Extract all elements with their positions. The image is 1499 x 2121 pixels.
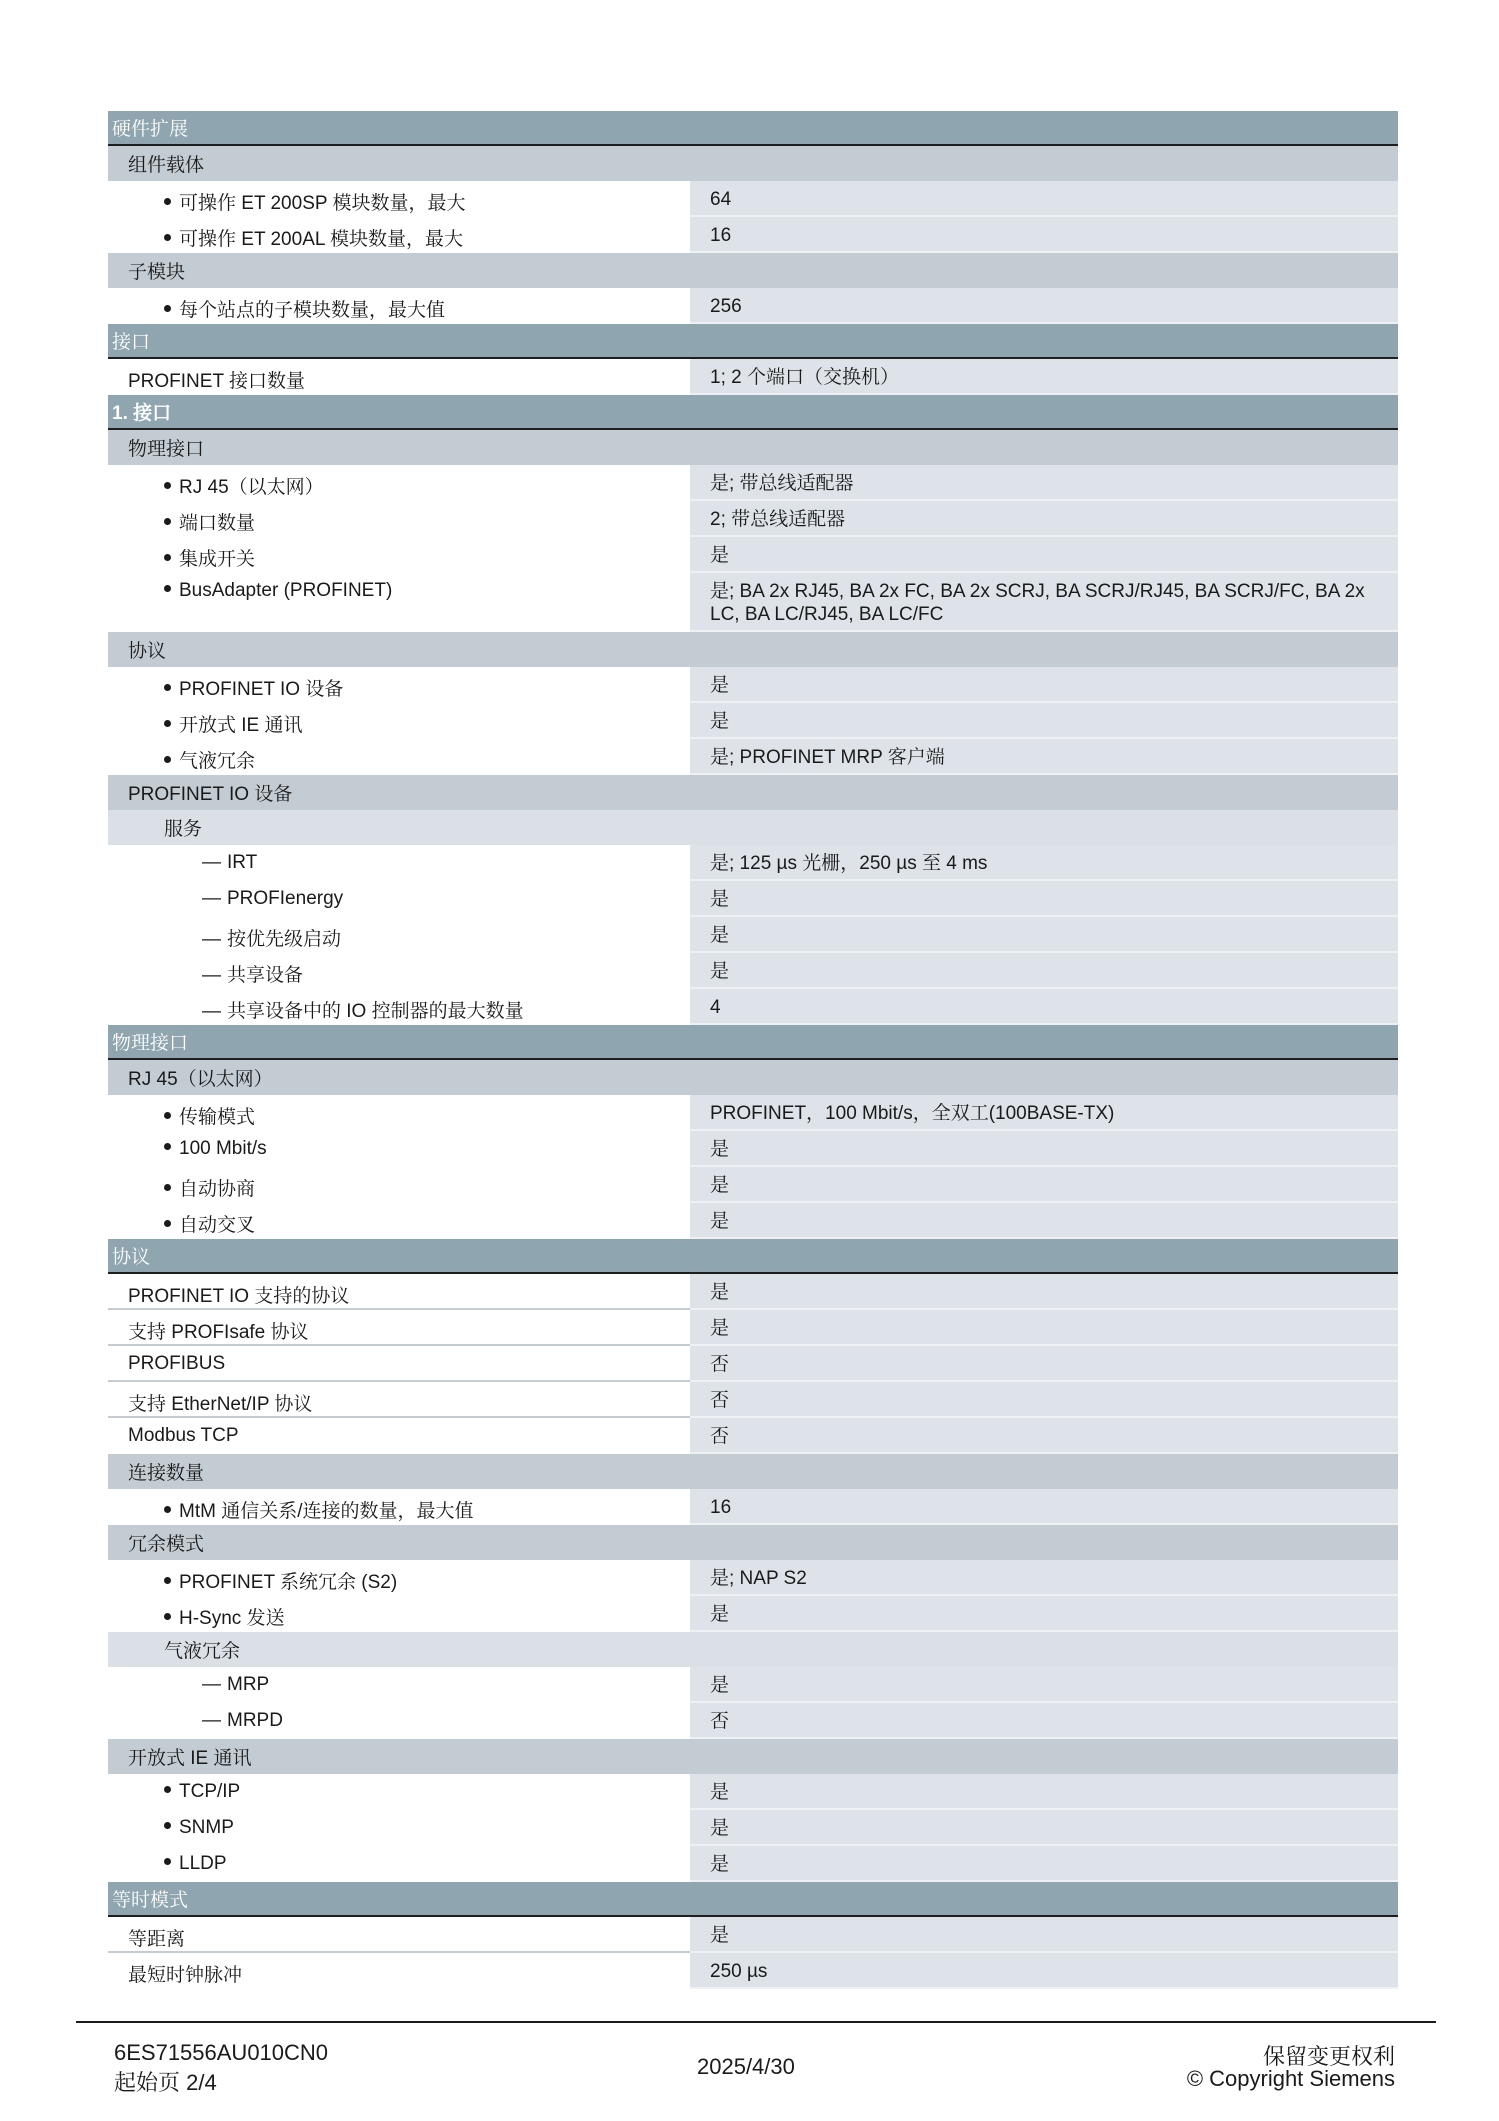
spec-label: MtM 通信关系/连接的数量，最大值 [179, 1501, 474, 1522]
spec-label: IRT [227, 852, 258, 873]
spec-row [108, 845, 1398, 881]
footer-rights: 保留变更权利 [1262, 2044, 1395, 2069]
spec-label: RJ 45（以太网） [179, 477, 324, 498]
section-header [108, 324, 1398, 359]
spec-label-cell [108, 1095, 690, 1131]
bullet-icon [164, 482, 171, 489]
bullet-icon [164, 585, 171, 592]
section-title: 协议 [112, 1247, 151, 1268]
spec-label-cell [108, 1418, 690, 1454]
spec-label-cell [108, 1203, 690, 1239]
subsection-header [108, 146, 1398, 181]
dash-icon: — [202, 965, 221, 986]
spec-label: 集成开关 [179, 549, 256, 570]
spec-table [108, 111, 1398, 1989]
section-title: PROFINET IO 设备 [128, 784, 293, 805]
spec-label: 传输模式 [179, 1107, 256, 1128]
bullet-icon [164, 305, 171, 312]
spec-value: 是 [690, 1131, 1398, 1167]
subsection-header [108, 1454, 1398, 1489]
spec-row [108, 953, 1398, 989]
spec-label-cell [108, 1131, 690, 1167]
spec-row [108, 1382, 1398, 1418]
spec-label: BusAdapter (PROFINET) [179, 580, 393, 601]
dash-icon: — [202, 1674, 221, 1695]
subsection-header [108, 1632, 1398, 1667]
dash-icon: — [202, 888, 221, 909]
bullet-icon [164, 1112, 171, 1119]
spec-row [108, 1703, 1398, 1739]
bullet-icon [164, 518, 171, 525]
spec-label: Modbus TCP [128, 1425, 239, 1446]
spec-label: 气液冗余 [179, 751, 256, 772]
spec-value: 是; PROFINET MRP 客户端 [690, 739, 1398, 775]
spec-label: 端口数量 [179, 513, 256, 534]
spec-label: 按优先级启动 [227, 929, 342, 950]
spec-label-cell [108, 953, 690, 989]
spec-row [108, 501, 1398, 537]
spec-label-cell [108, 1382, 690, 1418]
section-title: 气液冗余 [164, 1641, 241, 1662]
spec-value: 是 [690, 1167, 1398, 1203]
spec-row [108, 1810, 1398, 1846]
bullet-icon [164, 684, 171, 691]
spec-value: 否 [690, 1418, 1398, 1454]
spec-value: 250 µs [690, 1953, 1398, 1989]
spec-label-cell [108, 359, 690, 395]
spec-label-cell [108, 703, 690, 739]
spec-value: 是 [690, 703, 1398, 739]
bullet-icon [164, 1858, 171, 1865]
spec-label-cell [108, 1489, 690, 1525]
spec-row [108, 465, 1398, 501]
spec-label-cell [108, 537, 690, 573]
spec-value: 1; 2 个端口（交换机） [690, 359, 1398, 395]
bullet-icon [164, 1822, 171, 1829]
spec-value: 16 [690, 217, 1398, 253]
spec-label: 自动协商 [179, 1179, 256, 1200]
section-title: 连接数量 [128, 1463, 205, 1484]
spec-value: 是 [690, 917, 1398, 953]
spec-value: 是 [690, 881, 1398, 917]
spec-label-cell [108, 989, 690, 1025]
spec-label: PROFINET 系统冗余 (S2) [179, 1572, 398, 1593]
spec-value: 是 [690, 537, 1398, 573]
spec-label-cell [108, 573, 690, 632]
spec-row [108, 1846, 1398, 1882]
bullet-icon [164, 1184, 171, 1191]
spec-label: PROFINET 接口数量 [128, 371, 305, 392]
spec-label: 等距离 [128, 1929, 186, 1950]
spec-row [108, 181, 1398, 217]
spec-label-cell [108, 1560, 690, 1596]
bullet-icon [164, 1506, 171, 1513]
section-title: 服务 [164, 819, 203, 840]
spec-row [108, 1167, 1398, 1203]
spec-label: PROFIBUS [128, 1353, 226, 1374]
spec-value: 是 [690, 667, 1398, 703]
spec-value: 是; 125 µs 光栅，250 µs 至 4 ms [690, 845, 1398, 881]
footer-page-label: 起始页 2/4 [114, 2070, 217, 2095]
spec-row [108, 288, 1398, 324]
spec-value: PROFINET，100 Mbit/s，全双工(100BASE-TX) [690, 1095, 1398, 1131]
spec-label: 100 Mbit/s [179, 1138, 267, 1159]
spec-value: 64 [690, 181, 1398, 217]
bullet-icon [164, 720, 171, 727]
spec-row [108, 703, 1398, 739]
subsection-header [108, 810, 1398, 845]
spec-label: 开放式 IE 通讯 [179, 715, 303, 736]
dash-icon: — [202, 929, 221, 950]
spec-value: 否 [690, 1703, 1398, 1739]
spec-label: 支持 PROFIsafe 协议 [128, 1322, 309, 1343]
spec-row [108, 1953, 1398, 1989]
spec-row [108, 217, 1398, 253]
spec-label-cell [108, 739, 690, 775]
spec-value: 否 [690, 1382, 1398, 1418]
spec-label: 共享设备 [227, 965, 304, 986]
bullet-icon [164, 1613, 171, 1620]
spec-label: PROFINET IO 支持的协议 [128, 1286, 350, 1307]
spec-label: 最短时钟脉冲 [128, 1965, 243, 1986]
spec-row [108, 359, 1398, 395]
spec-label-cell [108, 1774, 690, 1810]
section-header [108, 395, 1398, 430]
spec-label: 每个站点的子模块数量，最大值 [179, 300, 446, 321]
spec-value: 是 [690, 1310, 1398, 1346]
spec-row [108, 739, 1398, 775]
bullet-icon [164, 198, 171, 205]
spec-label: 可操作 ET 200SP 模块数量，最大 [179, 193, 466, 214]
subsection-header [108, 1739, 1398, 1774]
spec-value: 是; BA 2x RJ45, BA 2x FC, BA 2x SCRJ, BA SCRJ/RJ45, BA SCRJ/FC, BA 2x LC, BA LC/RJ45, BA LC/FC [690, 573, 1398, 632]
spec-label: PROFINET IO 设备 [179, 679, 344, 700]
section-title: 等时模式 [112, 1890, 189, 1911]
spec-value: 是 [690, 1810, 1398, 1846]
spec-value: 是 [690, 1917, 1398, 1953]
spec-label-cell [108, 917, 690, 953]
spec-label: 可操作 ET 200AL 模块数量，最大 [179, 229, 464, 250]
spec-row [108, 1667, 1398, 1703]
spec-label-cell [108, 465, 690, 501]
subsection-header [108, 775, 1398, 810]
section-title: 硬件扩展 [112, 119, 189, 140]
spec-row [108, 667, 1398, 703]
bullet-icon [164, 234, 171, 241]
spec-value: 是 [690, 1846, 1398, 1882]
spec-label-cell [108, 1846, 690, 1882]
spec-label-cell [108, 667, 690, 703]
section-title: 开放式 IE 通讯 [128, 1748, 252, 1769]
spec-value: 4 [690, 989, 1398, 1025]
bullet-icon [164, 554, 171, 561]
spec-label-cell [108, 1596, 690, 1632]
spec-row [108, 1203, 1398, 1239]
spec-label-cell [108, 1310, 690, 1346]
spec-row [108, 1917, 1398, 1953]
bullet-icon [164, 1220, 171, 1227]
spec-label-cell [108, 501, 690, 537]
spec-value: 16 [690, 1489, 1398, 1525]
spec-value: 2; 带总线适配器 [690, 501, 1398, 537]
spec-label-cell [108, 288, 690, 324]
spec-row [108, 1560, 1398, 1596]
section-title: 接口 [112, 332, 151, 353]
spec-value: 是 [690, 1667, 1398, 1703]
spec-label: PROFIenergy [227, 888, 344, 909]
spec-row [108, 1596, 1398, 1632]
dash-icon: — [202, 852, 221, 873]
section-title: 协议 [128, 641, 167, 662]
spec-value: 是; NAP S2 [690, 1560, 1398, 1596]
section-title: 冗余模式 [128, 1534, 205, 1555]
footer-date: 2025/4/30 [697, 2054, 795, 2079]
spec-label-cell [108, 217, 690, 253]
spec-value: 否 [690, 1346, 1398, 1382]
spec-row [108, 1274, 1398, 1310]
section-title: 物理接口 [128, 439, 205, 460]
spec-label-cell [108, 1703, 690, 1739]
spec-value: 是; 带总线适配器 [690, 465, 1398, 501]
spec-row [108, 1489, 1398, 1525]
spec-row [108, 1095, 1398, 1131]
bullet-icon [164, 1143, 171, 1150]
footer-rule [76, 2021, 1436, 2023]
subsection-header [108, 632, 1398, 667]
spec-row [108, 1310, 1398, 1346]
subsection-header [108, 253, 1398, 288]
footer-copyright: © Copyright Siemens [1186, 2066, 1395, 2091]
spec-row [108, 1131, 1398, 1167]
section-title: RJ 45（以太网） [128, 1069, 273, 1090]
spec-label-cell [108, 1917, 690, 1953]
section-title: 子模块 [128, 262, 186, 283]
spec-label-cell [108, 1167, 690, 1203]
spec-label-cell [108, 1346, 690, 1382]
subsection-header [108, 1060, 1398, 1095]
spec-label: H-Sync 发送 [179, 1608, 285, 1629]
spec-label: SNMP [179, 1817, 234, 1838]
spec-value: 256 [690, 288, 1398, 324]
spec-value: 是 [690, 1596, 1398, 1632]
spec-label-cell [108, 1953, 690, 1989]
section-header [108, 1025, 1398, 1060]
spec-row [108, 989, 1398, 1025]
dash-icon: — [202, 1710, 221, 1731]
section-title: 组件载体 [128, 155, 205, 176]
section-header [108, 1882, 1398, 1917]
spec-row [108, 1346, 1398, 1382]
spec-row [108, 573, 1398, 632]
spec-value: 是 [690, 1203, 1398, 1239]
bullet-icon [164, 1577, 171, 1584]
spec-label-cell [108, 1274, 690, 1310]
spec-row [108, 1774, 1398, 1810]
spec-row [108, 917, 1398, 953]
dash-icon: — [202, 1001, 221, 1022]
section-header [108, 111, 1398, 146]
bullet-icon [164, 756, 171, 763]
bullet-icon [164, 1786, 171, 1793]
section-title: 1. 接口 [112, 403, 172, 424]
spec-label: MRP [227, 1674, 270, 1695]
spec-value: 是 [690, 1274, 1398, 1310]
spec-label-cell [108, 845, 690, 881]
spec-label: TCP/IP [179, 1781, 241, 1802]
spec-row [108, 537, 1398, 573]
spec-label-cell [108, 1810, 690, 1846]
footer-article-number: 6ES71556AU010CN0 [114, 2040, 329, 2065]
spec-label: 共享设备中的 IO 控制器的最大数量 [227, 1001, 524, 1022]
spec-row [108, 881, 1398, 917]
subsection-header [108, 430, 1398, 465]
spec-value: 是 [690, 953, 1398, 989]
spec-label: MRPD [227, 1710, 283, 1731]
spec-label-cell [108, 181, 690, 217]
spec-label: 支持 EtherNet/IP 协议 [128, 1394, 313, 1415]
spec-label-cell [108, 1667, 690, 1703]
section-header [108, 1239, 1398, 1274]
spec-label: 自动交叉 [179, 1215, 256, 1236]
spec-label: LLDP [179, 1853, 227, 1874]
section-title: 物理接口 [112, 1033, 189, 1054]
spec-row [108, 1418, 1398, 1454]
spec-value: 是 [690, 1774, 1398, 1810]
spec-label-cell [108, 881, 690, 917]
subsection-header [108, 1525, 1398, 1560]
